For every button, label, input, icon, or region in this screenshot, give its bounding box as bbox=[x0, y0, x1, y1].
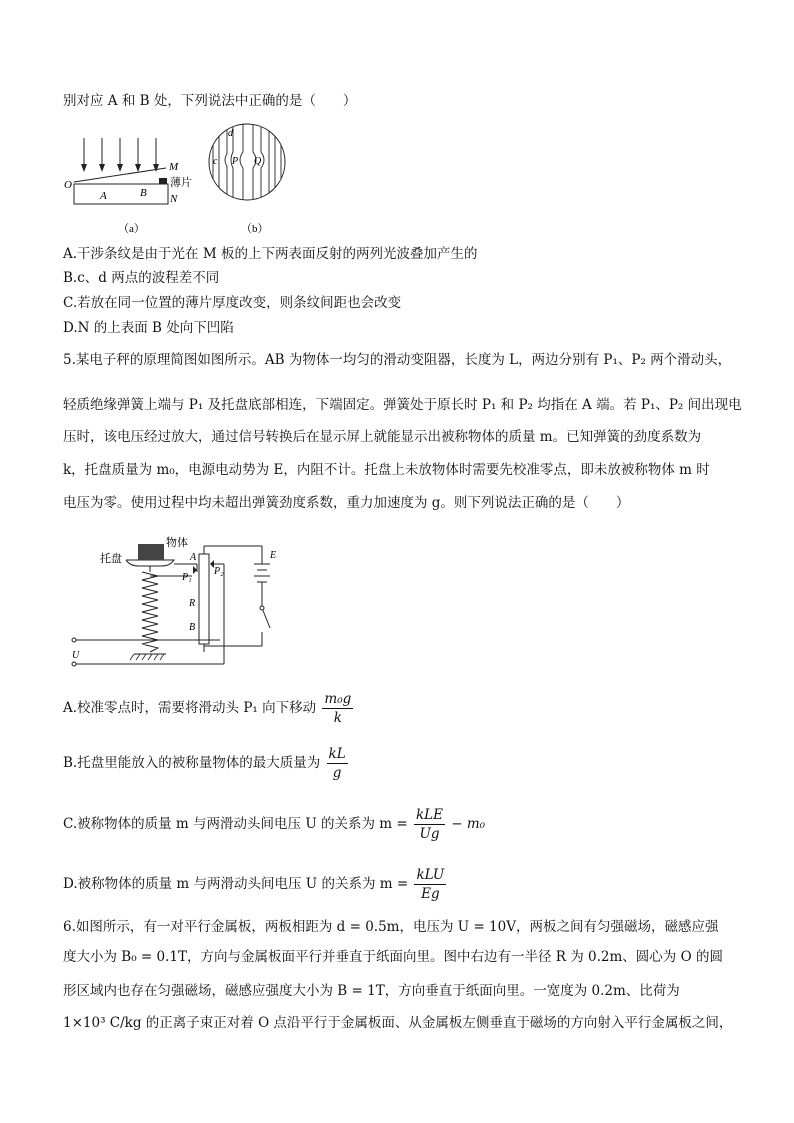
label-P1: P₁ bbox=[182, 572, 192, 583]
q5-option-b: B.托盘里能放入的被称量物体的最大质量为 $\frac{kL}{g}$ bbox=[63, 746, 346, 781]
caption-b: （b） bbox=[241, 223, 269, 235]
q5-option-a: A.校准零点时，需要将滑动头 P₁ 向下移动 $\frac{\text{m₀g}}{k}$ bbox=[63, 691, 352, 726]
label-c: c bbox=[213, 156, 218, 167]
label-A: A bbox=[190, 552, 197, 563]
label-B: B bbox=[189, 622, 196, 633]
label-P2: P₂ bbox=[214, 566, 224, 577]
label-B: B bbox=[140, 187, 147, 199]
q5-line-3: 压时，该电压经过放大，通过信号转换后在显示屏上就能显示出被称物体的质量 m。已知弹簧的劲度系数为 bbox=[63, 429, 702, 445]
label-tray: 托盘 bbox=[100, 553, 122, 565]
figure-b bbox=[205, 122, 295, 242]
q4-option-c: C.若放在同一位置的薄片厚度改变，则条纹间距也会改变 bbox=[63, 295, 402, 311]
q4-intro: 别对应 A 和 B 处，下列说法中正确的是（ ） bbox=[63, 93, 357, 109]
q5-option-d: D.被称物体的质量 m 与两滑动头间电压 U 的关系为 m = $\frac{\text{kLU}}{Eg}$ bbox=[63, 867, 445, 902]
label-U: U bbox=[72, 650, 80, 661]
q6-line-3: 形区域内也存在匀强磁场，磁感应强度大小为 B = 1T，方向垂直于纸面向里。一宽度为 0.2m、比荷为 bbox=[63, 983, 680, 999]
q5-line-5: 电压为零。使用过程中均未超出弹簧劲度系数，重力加速度为 g。则下列说法正确的是（ ） bbox=[63, 495, 630, 511]
q5-line-2: 轻质绝缘弹簧上端与 P₁ 及托盘底部相连，下端固定。弹簧处于原长时 P₁ 和 P₂ 均指在 A 端。若 P₁、P₂ 间出现电 bbox=[63, 397, 742, 413]
label-N: N bbox=[170, 193, 178, 205]
label-object: 物体 bbox=[166, 537, 188, 549]
label-d: d bbox=[228, 128, 233, 139]
figure-scale bbox=[62, 524, 282, 674]
label-P: P bbox=[232, 156, 239, 167]
q6-line-2: 度大小为 B₀ = 0.1T，方向与金属板面平行并垂直于纸面向里。图中右边有一半径 R 为 0.2m、圆心为 O 的圆 bbox=[63, 949, 723, 965]
caption-a: （a） bbox=[118, 223, 145, 235]
q5-line-1: 5.某电子秤的原理简图如图所示。AB 为物体一均匀的滑动变阻器，长度为 L，两边分别有 P₁、P₂ 两个滑动头， bbox=[63, 352, 732, 368]
label-R: R bbox=[189, 598, 196, 609]
label-M: M bbox=[169, 161, 179, 173]
q4-option-b: B.c、d 两点的波程差不同 bbox=[63, 270, 220, 286]
label-film: 薄片 bbox=[170, 177, 192, 189]
label-E: E bbox=[270, 550, 277, 561]
q5-option-c: C.被称物体的质量 m 与两滑动头间电压 U 的关系为 m = $\frac{\text{kLE}}{Ug}$ − m₀ bbox=[63, 807, 486, 842]
figure-a bbox=[62, 130, 192, 240]
q6-line-1: 6.如图所示，有一对平行金属板，两板相距为 d = 0.5m，电压为 U = 10V，两板之间有匀强磁场，磁感应强 bbox=[63, 919, 719, 935]
label-O: O bbox=[64, 179, 72, 191]
q4-option-d: D.N 的上表面 B 处向下凹陷 bbox=[63, 320, 234, 336]
q6-line-4: 1×10³ C/kg 的正离子束正对着 O 点沿平行于金属板面、从金属板左侧垂直于磁场的方向射入平行金属板之间， bbox=[63, 1015, 733, 1031]
label-A: A bbox=[100, 190, 107, 202]
q4-option-a: A.干涉条纹是由于光在 M 板的上下两表面反射的两列光波叠加产生的 bbox=[63, 246, 478, 262]
q5-line-4: k，托盘质量为 m₀，电源电动势为 E，内阻不计。托盘上未放物体时需要先校准零点，即未放被称物体 m 时 bbox=[63, 462, 710, 478]
label-Q: Q bbox=[254, 156, 262, 167]
